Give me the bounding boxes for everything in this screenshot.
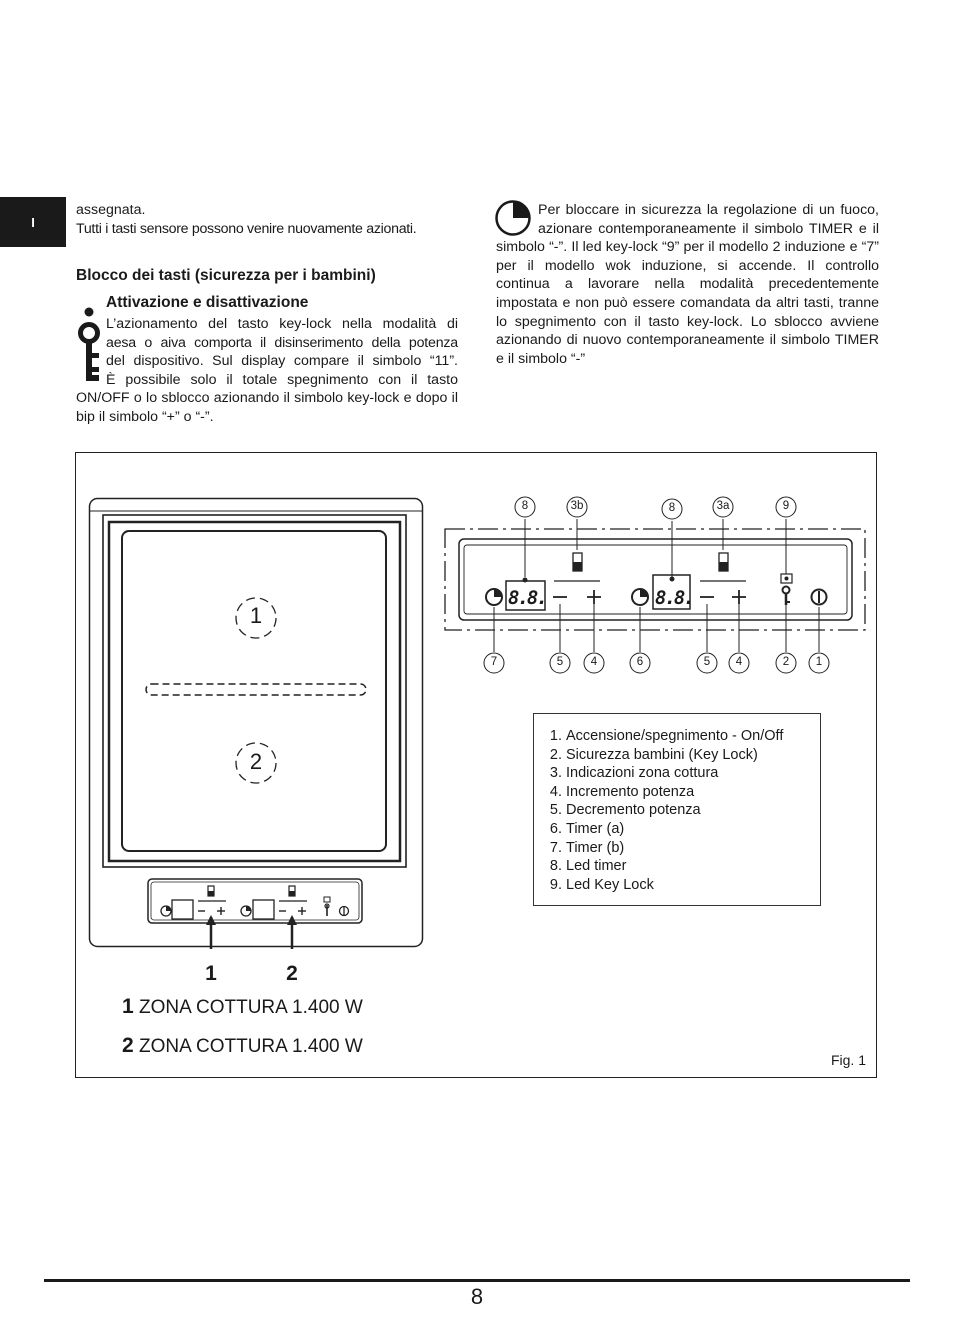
callout-label: 5 [556,656,564,668]
zone-marker-2: 2 [249,749,263,774]
legend-list [546,727,810,894]
legend-item: 1. Accensione/spegnimento - On/Off [566,727,810,746]
zone-number: 1 [122,995,134,1018]
callout-label: 4 [590,656,598,668]
display-digits-b: 8.8. [655,587,693,609]
legend-item: 6. Timer (a) [566,820,810,839]
subheading-text: Attivazione e disattivazione [106,294,309,311]
callout-label: 3b [570,500,584,512]
zone-number: 2 [122,1034,134,1057]
callout-label: 5 [703,656,711,668]
section-tab: I [0,197,66,247]
panel-arrow-label-1: 1 [205,962,217,985]
callout-label: 8 [668,502,676,514]
figure-legend [533,713,821,906]
para-line: È possibile solo il totale spegnimento con il tasto [106,371,458,388]
keylock-paragraph-bottom: ON/OFF o lo sblocco azionando il simbolo key-lock e dopo il bip il simbolo “+” o “-”. [76,390,458,425]
callout-label: 7 [490,656,498,668]
legend-item: 9. Led Key Lock [566,876,810,895]
key-lock-icon [76,305,102,385]
timer-icon [494,199,532,237]
legend-item: 2. Sicurezza bambini (Key Lock) [566,746,810,765]
intro-text [76,201,458,238]
section-heading [76,267,458,285]
display-digits-a: 8.8. [508,587,546,609]
page-number: 8 [470,1284,484,1309]
callout-label: 6 [636,656,644,668]
legend-item: 8. Led timer [566,857,810,876]
legend-item: 3. Indicazioni zona cottura [566,764,810,783]
legend-item: 7. Timer (b) [566,839,810,858]
callout-label: 4 [735,656,743,668]
callout-label: 1 [815,656,823,668]
legend-item: 4. Incremento potenza [566,783,810,802]
subheading [106,294,458,312]
intro-line: Tutti i tasti sensore possono venire nuovamente azionati. [76,220,417,237]
figure-caption: Fig. 1 [830,1052,866,1068]
para-line: L’azionamento del tasto key-lock nella modalità di [106,316,458,332]
panel-arrow-label-2: 2 [286,962,298,985]
callout-label: 2 [782,656,790,668]
timer-lock-text: Per bloccare in sicurezza la regolazione di un fuoco, azionare contemporaneamente il simbolo TIMER e il simbolo “-”. Il led key-lock “9” per il modello 2 induzione e “7” per il modello wok induzione, si accende. Il controllo continua a lavorare nella modalità precedentemente impostata e non può essere comandata da altri tasti, tranne lo spegnimento con il tasto key-lock. Lo sblocco avviene azionando di nuovo contemporaneamente il simbolo TIMER e il simbolo “-” [496,202,879,367]
hob-drawing [88,497,424,949]
callout-label: 9 [782,500,790,512]
heading-text: Blocco dei tasti (sicurezza per i bambini) [76,267,376,284]
callout-label: 8 [521,500,529,512]
zone-line-1 [122,995,363,1019]
keylock-paragraph-top [106,315,458,389]
footer-rule [44,1279,910,1282]
callout-label: 3a [716,500,730,512]
intro-line: assegnata. [76,202,146,218]
legend-item: 5. Decremento potenza [566,801,810,820]
zone-line-2 [122,1034,363,1058]
para-line: del dispositivo. Sul display compare il simbolo “11”. [106,353,458,370]
para-line: aesa o aiva comporta il disinserimento della potenza [106,334,458,351]
zone-text: ZONA COTTURA 1.400 W [138,997,363,1018]
zone-text: ZONA COTTURA 1.400 W [138,1036,363,1057]
timer-lock-paragraph [496,201,879,368]
zone-marker-1: 1 [249,603,263,628]
